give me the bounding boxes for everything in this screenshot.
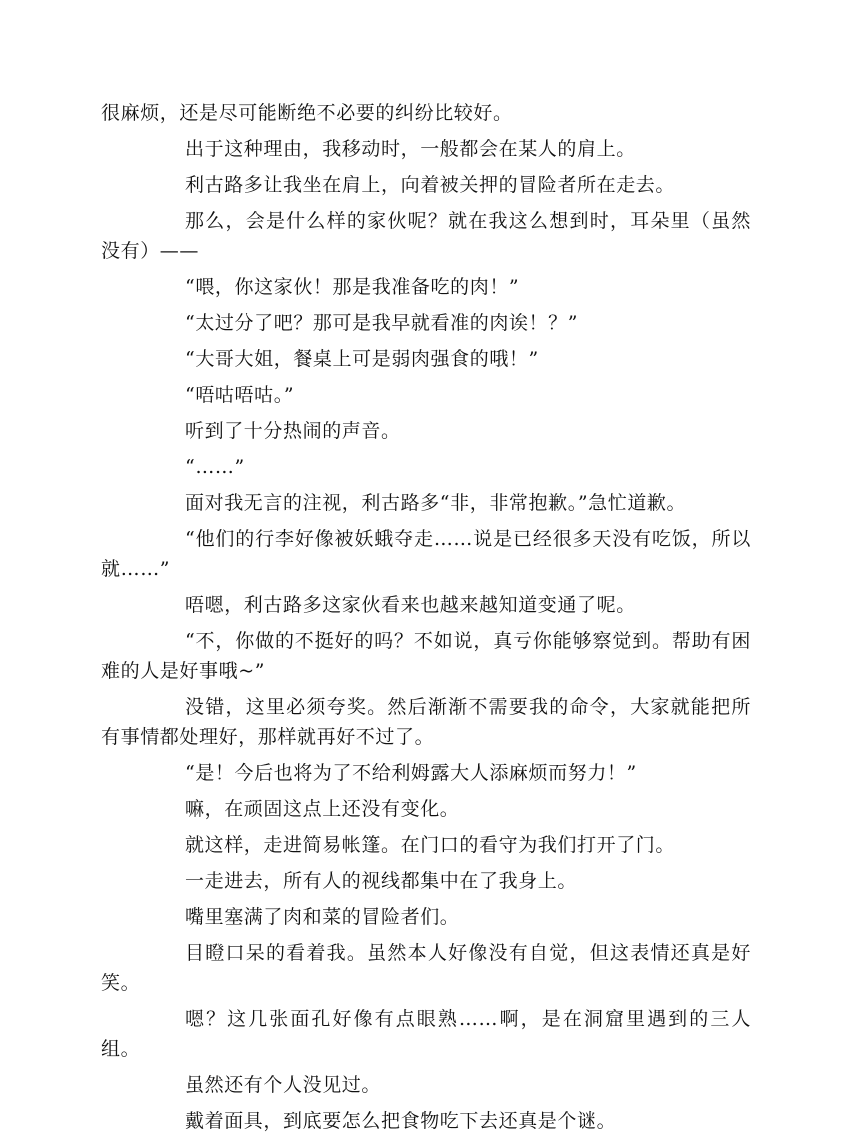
paragraph: 就这样，走进简易帐篷。在门口的看守为我们打开了门。 xyxy=(185,834,676,856)
paragraph: 嘴里塞满了肉和菜的冒险者们。 xyxy=(185,906,460,928)
paragraph: “……” xyxy=(185,456,245,478)
paragraph: 戴着面具，到底要怎么把食物吃下去还真是个谜。 xyxy=(185,1110,617,1132)
paragraph: 很麻烦，还是尽可能断绝不必要的纠纷比较好。 xyxy=(101,102,513,124)
paragraph: 面对我无言的注视，利古路多“非，非常抱歉。”急忙道歉。 xyxy=(185,492,687,514)
paragraph: “不，你做的不挺好的吗？不如说，真亏你能够察觉到。帮助有困难的人是好事哦~” xyxy=(101,630,751,682)
paragraph: 唔嗯，利古路多这家伙看来也越来越知道变通了呢。 xyxy=(185,594,636,616)
paragraph: “太过分了吧？那可是我早就看准的肉诶！？” xyxy=(185,312,579,334)
paragraph: 嗯？这几张面孔好像有点眼熟……啊，是在洞窟里遇到的三人组。 xyxy=(101,1008,751,1060)
body-text xyxy=(101,98,751,1142)
paragraph: 听到了十分热闹的声音。 xyxy=(185,420,401,442)
paragraph: 目瞪口呆的看着我。虽然本人好像没有自觉，但这表情还真是好笑。 xyxy=(101,942,751,994)
paragraph: 虽然还有个人没见过。 xyxy=(185,1074,382,1096)
paragraph: “是！今后也将为了不给利姆露大人添麻烦而努力！” xyxy=(185,762,637,784)
paragraph: “他们的行李好像被妖蛾夺走……说是已经很多天没有吃饭，所以就……” xyxy=(101,528,751,580)
paragraph: 那么，会是什么样的家伙呢？就在我这么想到时，耳朵里（虽然没有）—— xyxy=(101,210,751,262)
paragraph: “大哥大姐，餐桌上可是弱肉强食的哦！” xyxy=(185,348,539,370)
paragraph: 出于这种理由，我移动时，一般都会在某人的肩上。 xyxy=(185,138,636,160)
paragraph: 嘛，在顽固这点上还没有变化。 xyxy=(185,798,460,820)
paragraph: 没错，这里必须夸奖。然后渐渐不需要我的命令，大家就能把所有事情都处理好，那样就再好不过了。 xyxy=(101,696,751,748)
paragraph: “唔咕唔咕。” xyxy=(185,384,295,406)
paragraph: “喂，你这家伙！那是我准备吃的肉！” xyxy=(185,276,520,298)
paragraph: 一走进去，所有人的视线都集中在了我身上。 xyxy=(185,870,578,892)
paragraph: 利古路多让我坐在肩上，向着被关押的冒险者所在走去。 xyxy=(185,174,676,196)
